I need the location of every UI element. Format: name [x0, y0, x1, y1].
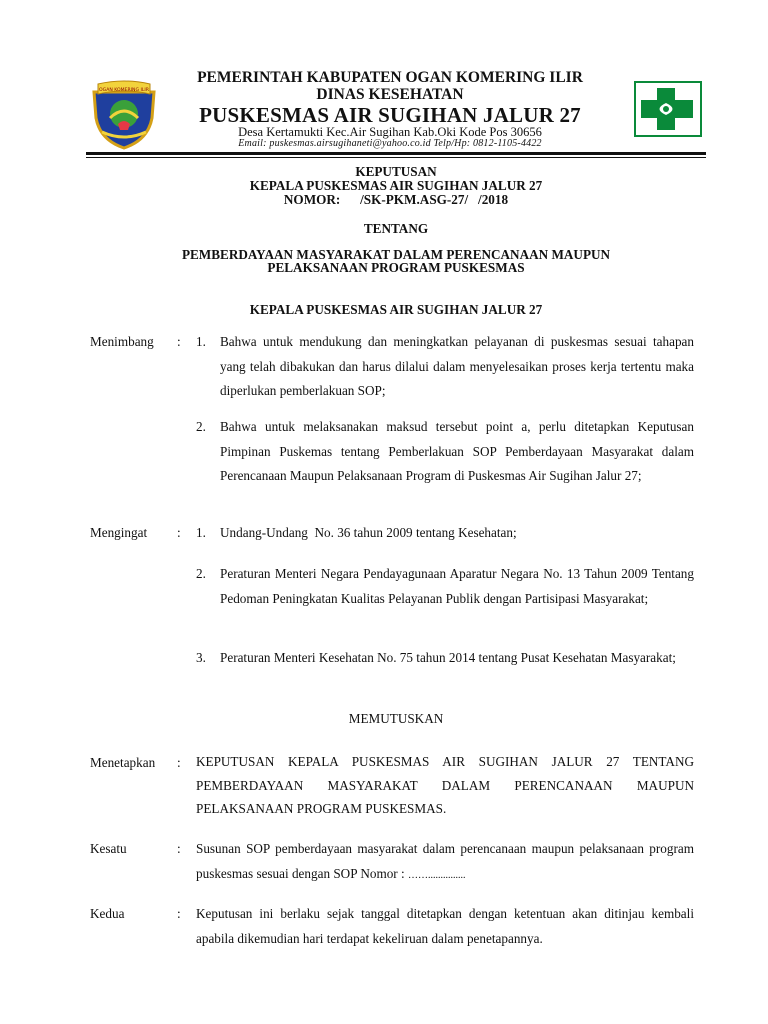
menetapkan-text: KEPUTUSAN KEPALA PUSKESMAS AIR SUGIHAN JALUR 27 TENTANG PEMBERDAYAAN MASYARAKAT DALAM PERENCANAAN MAUPUN PELAKSANAAN PROGRAM PUSKESMAS.: [196, 754, 694, 816]
mengingat-item-3-number: 3.: [196, 650, 206, 665]
menimbang-colon: :: [177, 334, 181, 349]
kesatu-colon: :: [177, 841, 181, 856]
menimbang-item-1-text: Bahwa untuk mendukung dan meningkatkan pelayanan di puskesmas sesuai tahapan yang telah dibakukan dan harus dilalui dalam menyelesaikan proses kerja tertentu maka diperlukan pemberlakuan SOP;: [220, 334, 694, 398]
decree-nomor: NOMOR: /SK-PKM.ASG-27/ /2018: [283, 192, 509, 207]
kedua-colon: :: [177, 906, 181, 921]
letterhead-address: Desa Kertamukti Kec.Air Sugihan Kab.Oki Kode Pos 30656: [238, 125, 542, 139]
menimbang-item-2-number: 2.: [196, 419, 206, 434]
kesatu-label: Kesatu: [90, 841, 127, 856]
menetapkan-label: Menetapkan: [90, 755, 156, 770]
kesatu-sop-number-placeholder: ……...............: [407, 869, 466, 881]
kedua-text: Keputusan ini berlaku sejak tanggal ditetapkan dengan ketentuan akan ditinjau kembali apabila dikemudian hari terdapat kekeliruan dalam penetapannya.: [196, 906, 694, 946]
mengingat-item-3-text: Peraturan Menteri Kesehatan No. 75 tahun 2014 tentang Pusat Kesehatan Masyarakat;: [220, 650, 676, 665]
kesatu-text: Susunan SOP pemberdayaan masyarakat dalam perencanaan maupun pelaksanaan program puskesmas sesuai dengan SOP Nomor :: [196, 841, 694, 881]
puskesmas-cross-icon: [633, 80, 703, 138]
decree-signatory: KEPALA PUSKESMAS AIR SUGIHAN JALUR 27: [249, 302, 543, 317]
letterhead-divider-thick: [86, 152, 706, 155]
decree-tentang: TENTANG: [363, 221, 429, 236]
mengingat-item-1-text: Undang-Undang No. 36 tahun 2009 tentang Kesehatan;: [220, 525, 517, 540]
menimbang-item-2-text: Bahwa untuk melaksanakan maksud tersebut point a, perlu ditetapkan Keputusan Pimpinan Puskemas tentang Pemberlakuan SOP Pemberdayaan Masyarakat dalam Perencanaan Maupun Pelaksanaan Program di Puskesmas Air Sugihan Jalur 27;: [220, 419, 694, 483]
letterhead-contact: Email: puskesmas.airsugihaneti@yahoo.co.id Telp/Hp: 0812-1105-4422: [238, 138, 542, 149]
decree-kepala: KEPALA PUSKESMAS AIR SUGIHAN JALUR 27: [249, 178, 543, 193]
mengingat-item-2-text: Peraturan Menteri Negara Pendayagunaan Aparatur Negara No. 13 Tahun 2009 Tentang Pedoman Peningkatan Kualitas Pelayanan Publik dengan Partisipasi Masyarakat;: [220, 566, 694, 606]
memutuskan-heading: MEMUTUSKAN: [348, 711, 444, 726]
letterhead-agency: DINAS KESEHATAN: [316, 86, 464, 103]
mengingat-colon: :: [177, 525, 181, 540]
decree-keputusan: KEPUTUSAN: [355, 164, 437, 179]
mengingat-label: Mengingat: [90, 525, 148, 540]
kedua-label: Kedua: [90, 906, 125, 921]
menetapkan-colon: :: [177, 755, 181, 770]
logo-left-text: OGAN KOMERING ILIR: [99, 88, 149, 93]
mengingat-item-2-number: 2.: [196, 566, 206, 581]
letterhead-institution: PUSKESMAS AIR SUGIHAN JALUR 27: [199, 103, 581, 127]
mengingat-item-1-number: 1.: [196, 525, 206, 540]
kesatu-paragraph: [196, 837, 694, 888]
menimbang-item-1-number: 1.: [196, 334, 206, 349]
decree-title-line2: PELAKSANAAN PROGRAM PUSKESMAS: [267, 260, 525, 275]
menimbang-label: Menimbang: [90, 334, 154, 349]
letterhead-government: PEMERINTAH KABUPATEN OGAN KOMERING ILIR: [197, 69, 583, 86]
letterhead-divider-thin: [86, 157, 706, 158]
decree-title-line1: PEMBERDAYAAN MASYARAKAT DALAM PERENCANAAN MAUPUN: [181, 247, 611, 262]
